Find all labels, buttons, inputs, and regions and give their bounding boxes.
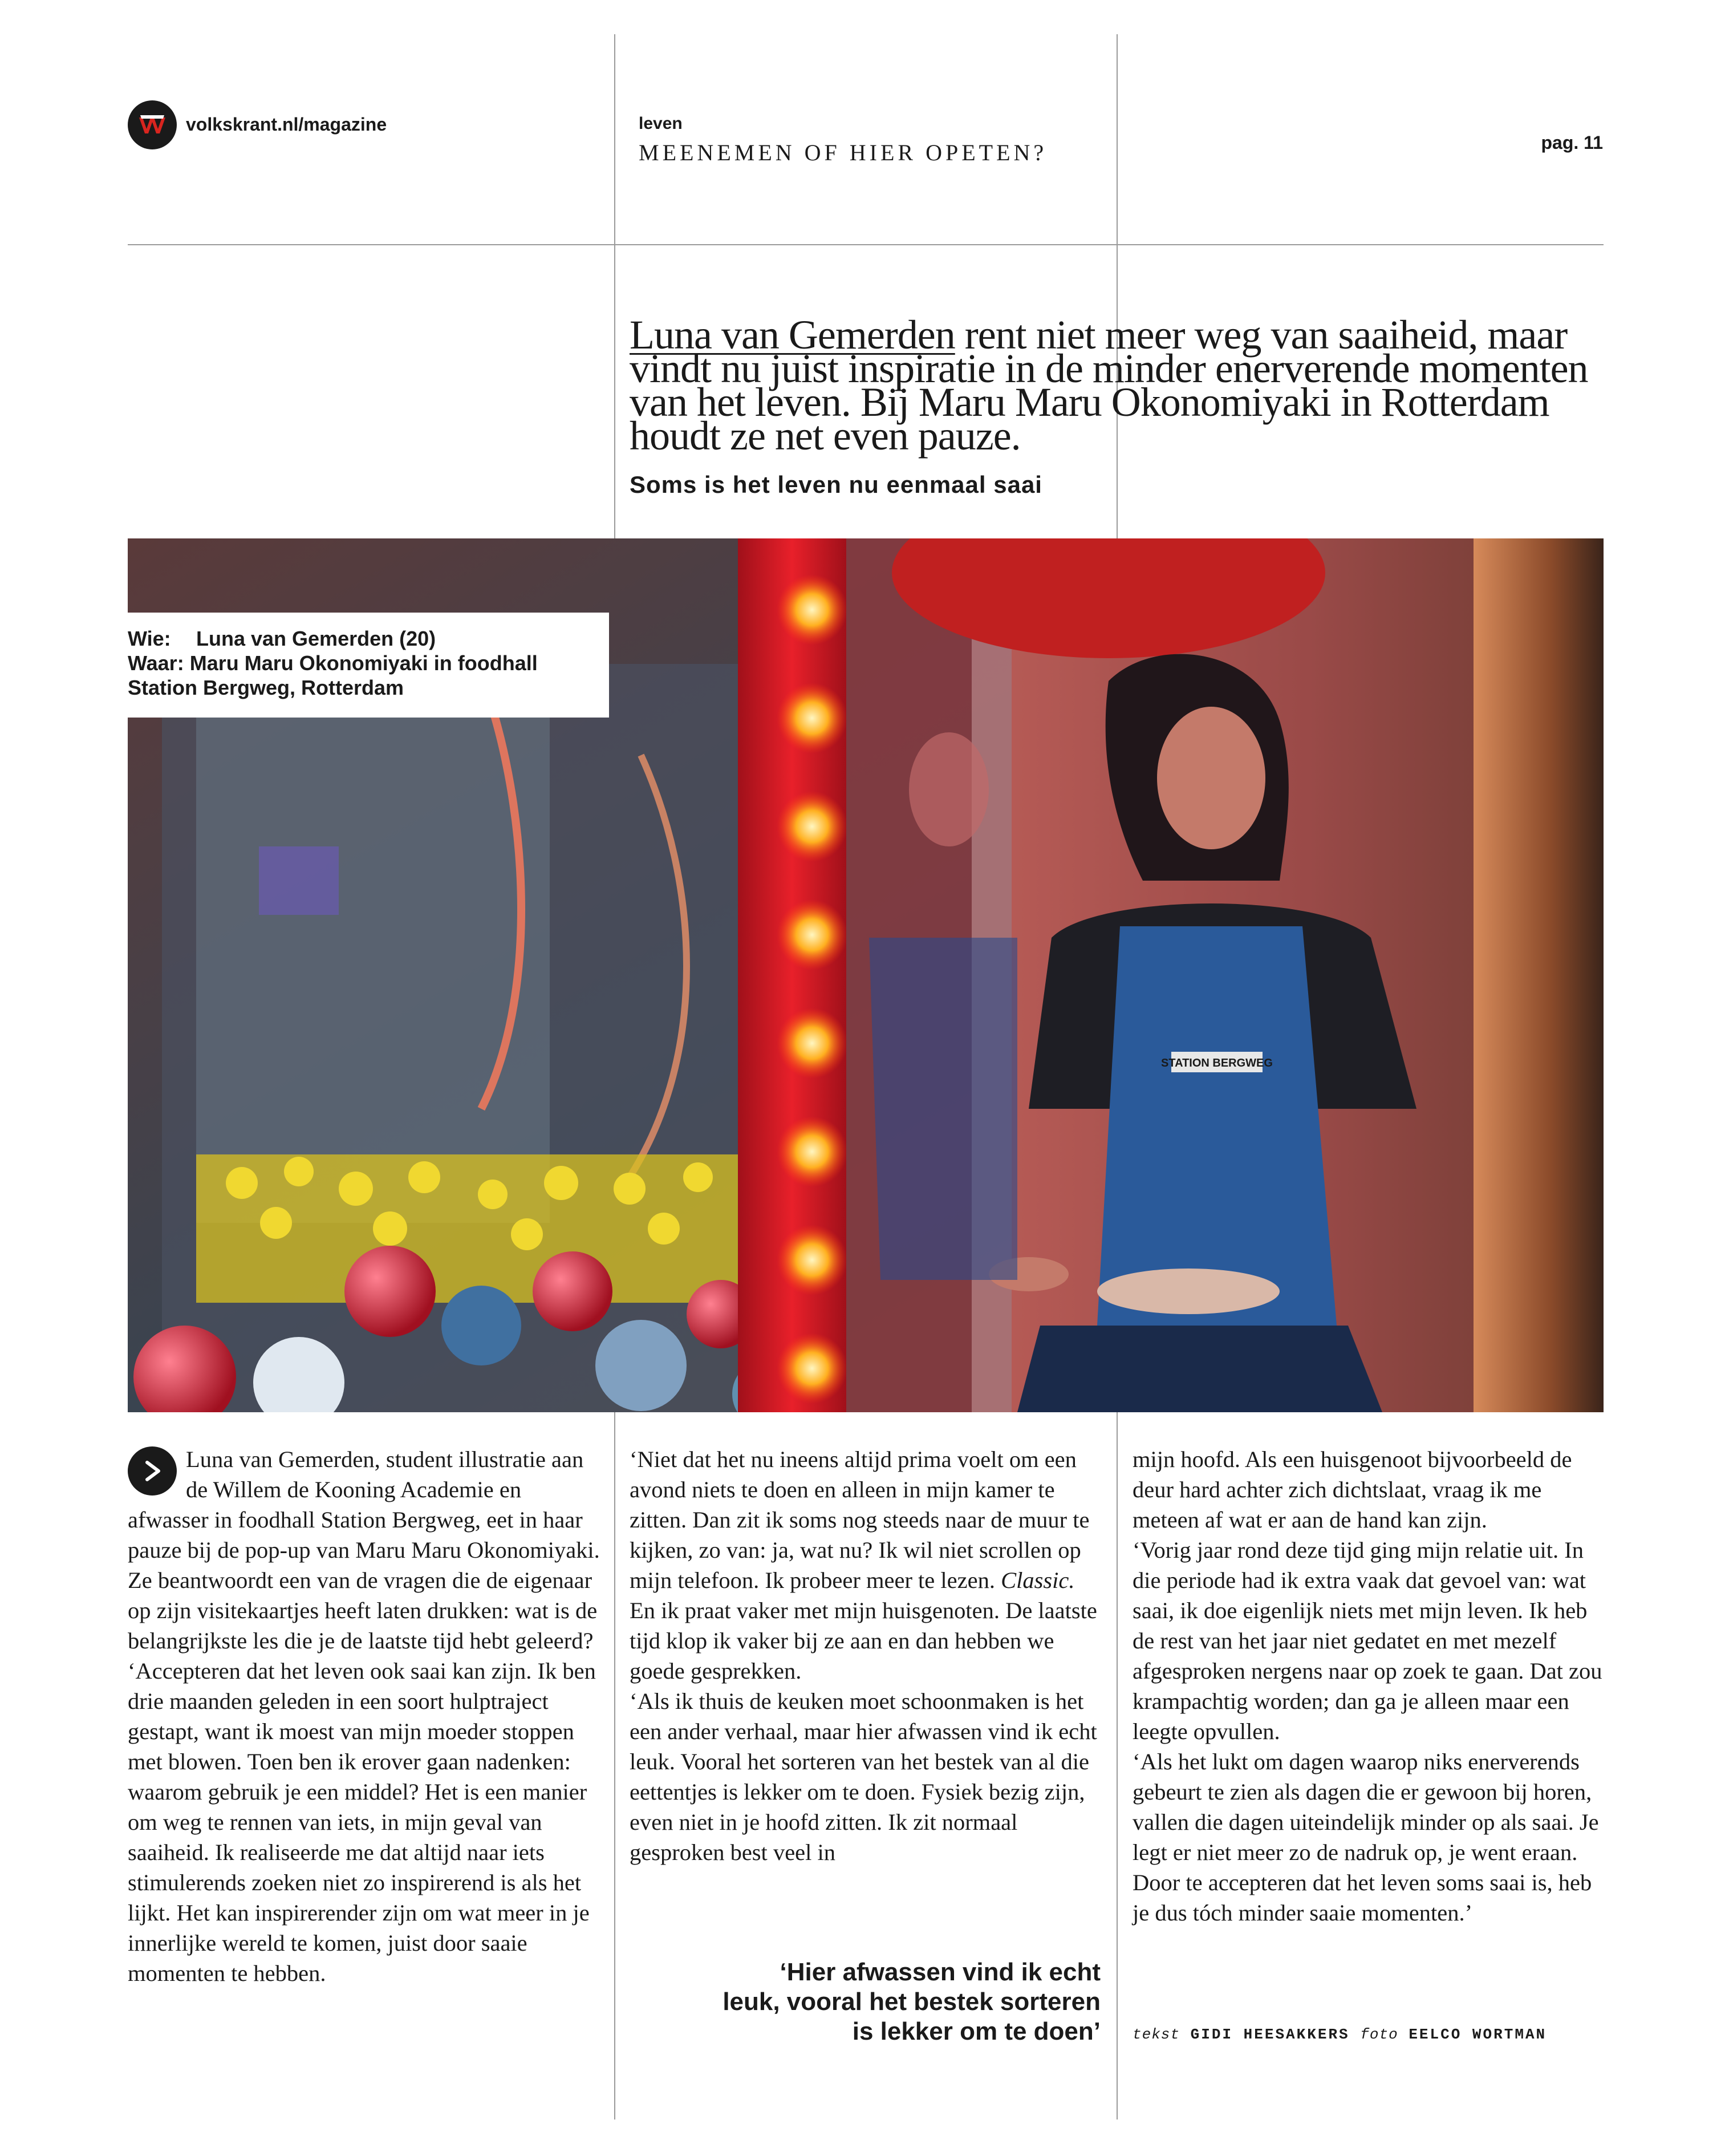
body-paragraph: ‘Als het lukt om dagen waarop niks enerverends gebeurt te zien als dagen die er gewoon bij horen, vallen die dagen uiteindelijk minder op als saai. Je legt er niet meer zo de nadruk op, je went eraan. Door te accepteren dat het leven soms saai is, heb je dus tóch minder saaie momenten.’ — [1133, 1749, 1599, 1926]
info-who-value: Luna van Gemerden (20) — [196, 627, 436, 650]
apron-label: STATION BERGWEG — [1161, 1057, 1273, 1069]
info-where-row — [128, 651, 609, 675]
column-divider-2 — [1117, 34, 1118, 538]
pull-quote-line: is lekker om te doen’ — [852, 2017, 1101, 2045]
volkskrant-logo-icon[interactable] — [128, 100, 177, 149]
body-column-1 — [128, 1444, 602, 1988]
info-where-value: Maru Maru Okonomiyaki in foodhall — [189, 651, 538, 675]
body-paragraph: ‘Accepteren dat het leven ook saai kan zijn. Ik ben drie maanden geleden in een soort hulptraject gestapt, want ik moest van mijn moeder stoppen met blowen. Toen ben ik erover gaan nadenken: waarom gebruik je een middel? Het is een manier om weg te rennen van iets, in mijn geval van saaiheid. Ik realiseerde me dat altijd naar iets stimulerends zoeken niet zo inspirerend is als het lijkt. Het kan inspirerender zijn om wat meer in je innerlijke wereld te komen, juist door saaie momenten te hebben. — [128, 1658, 596, 1986]
pull-quote — [639, 1958, 1101, 2046]
body-paragraph: ‘Vorig jaar rond deze tijd ging mijn relatie uit. In die periode had ik extra vaak dat gevoel van: wat saai, ik doe eigenlijk niets met mijn leven. Ik heb de rest van het jaar niet gedatet en met mezelf afgesproken nergens naar op zoek te gaan. Dat zou krampachtig worden; dan ga je alleen maar een leegte opvullen. — [1133, 1537, 1602, 1744]
column-divider-1 — [614, 34, 615, 538]
body-paragraph — [630, 1444, 1099, 1686]
site-url[interactable]: volkskrant.nl/magazine — [186, 114, 387, 135]
intro-name: Luna van Gemerden — [630, 312, 955, 358]
credits-writer: GIDI HEESAKKERS — [1190, 2026, 1350, 2043]
credits-line — [1133, 2026, 1547, 2043]
body-text: En ik praat vaker met mijn huisgenoten. De laatste tijd klop ik vaker bij ze aan en dan hebben we goede gesprekken. — [630, 1598, 1097, 1684]
body-column-2 — [630, 1444, 1099, 1867]
credits-photographer: EELCO WORTMAN — [1409, 2026, 1547, 2043]
header-rule — [128, 244, 1604, 245]
arrow-dropcap-icon — [128, 1446, 177, 1496]
column-divider-4 — [1117, 1412, 1118, 2119]
info-where-row-2: Station Bergweg, Rotterdam — [128, 676, 404, 699]
section-title: MEENEMEN OF HIER OPETEN? — [639, 140, 1048, 165]
info-who-label: Wie: — [128, 627, 171, 650]
body-paragraph: ‘Als ik thuis de keuken moet schoonmaken is het een ander verhaal, maar hier afwassen vind ik echt leuk. Vooral het sorteren van het bestek van al die eettentjes is lekker om te doen. Fysiek bezig zijn, even niet in je hoofd zitten. Ik zit normaal gesproken best veel in — [630, 1688, 1097, 1865]
column-divider-3 — [614, 1412, 615, 2119]
intro-paragraph — [630, 312, 1610, 459]
body-emphasis: Classic. — [1001, 1567, 1075, 1593]
credits-photo-label: foto — [1360, 2026, 1398, 2043]
body-paragraph: Luna van Gemerden, student illustratie aan de Willem de Kooning Academie en afwasser in foodhall Station Bergweg, eet in haar pauze bij de pop-up van Maru Maru Okonomiyaki. Ze beantwoordt een van de vragen die de eigenaar op zijn visitekaartjes heeft laten drukken: wat is de belangrijkste les die je de laatste tijd hebt geleerd? — [128, 1446, 600, 1654]
info-where-label: Waar: — [128, 651, 184, 675]
body-column-3 — [1133, 1444, 1602, 1928]
page-number: pag. 11 — [1541, 132, 1603, 153]
body-paragraph: mijn hoofd. Als een huisgenoot bijvoorbeeld de deur hard achter zich dichtslaat, vraag ik me meteen af wat er aan de hand kan zijn. — [1133, 1446, 1572, 1533]
info-who-row — [128, 626, 609, 651]
intro-text: rent niet meer weg van saaiheid, maar vindt nu juist inspiratie in de minder enerverende momenten van het leven. Bij Maru Maru Okonomiyaki in Rotterdam houdt ze net even pauze. — [630, 312, 1588, 459]
section-label: leven — [639, 114, 683, 133]
pull-quote-line: ‘Hier afwassen vind ik echt — [780, 1958, 1101, 1986]
article-subhead: Soms is het leven nu eenmaal saai — [630, 471, 1042, 498]
pull-quote-line: leuk, vooral het bestek sorteren — [723, 1988, 1101, 2016]
body-text: ‘Niet dat het nu ineens altijd prima voelt om een avond niets te doen en alleen in mijn kamer te zitten. Dan zit ik soms nog steeds naar de muur te kijken, zo van: ja, wat nu? Ik wil niet scrollen op mijn telefoon. Ik probeer meer te lezen. — [630, 1446, 1090, 1593]
info-box — [128, 613, 609, 718]
credits-text-label: tekst — [1133, 2026, 1180, 2043]
